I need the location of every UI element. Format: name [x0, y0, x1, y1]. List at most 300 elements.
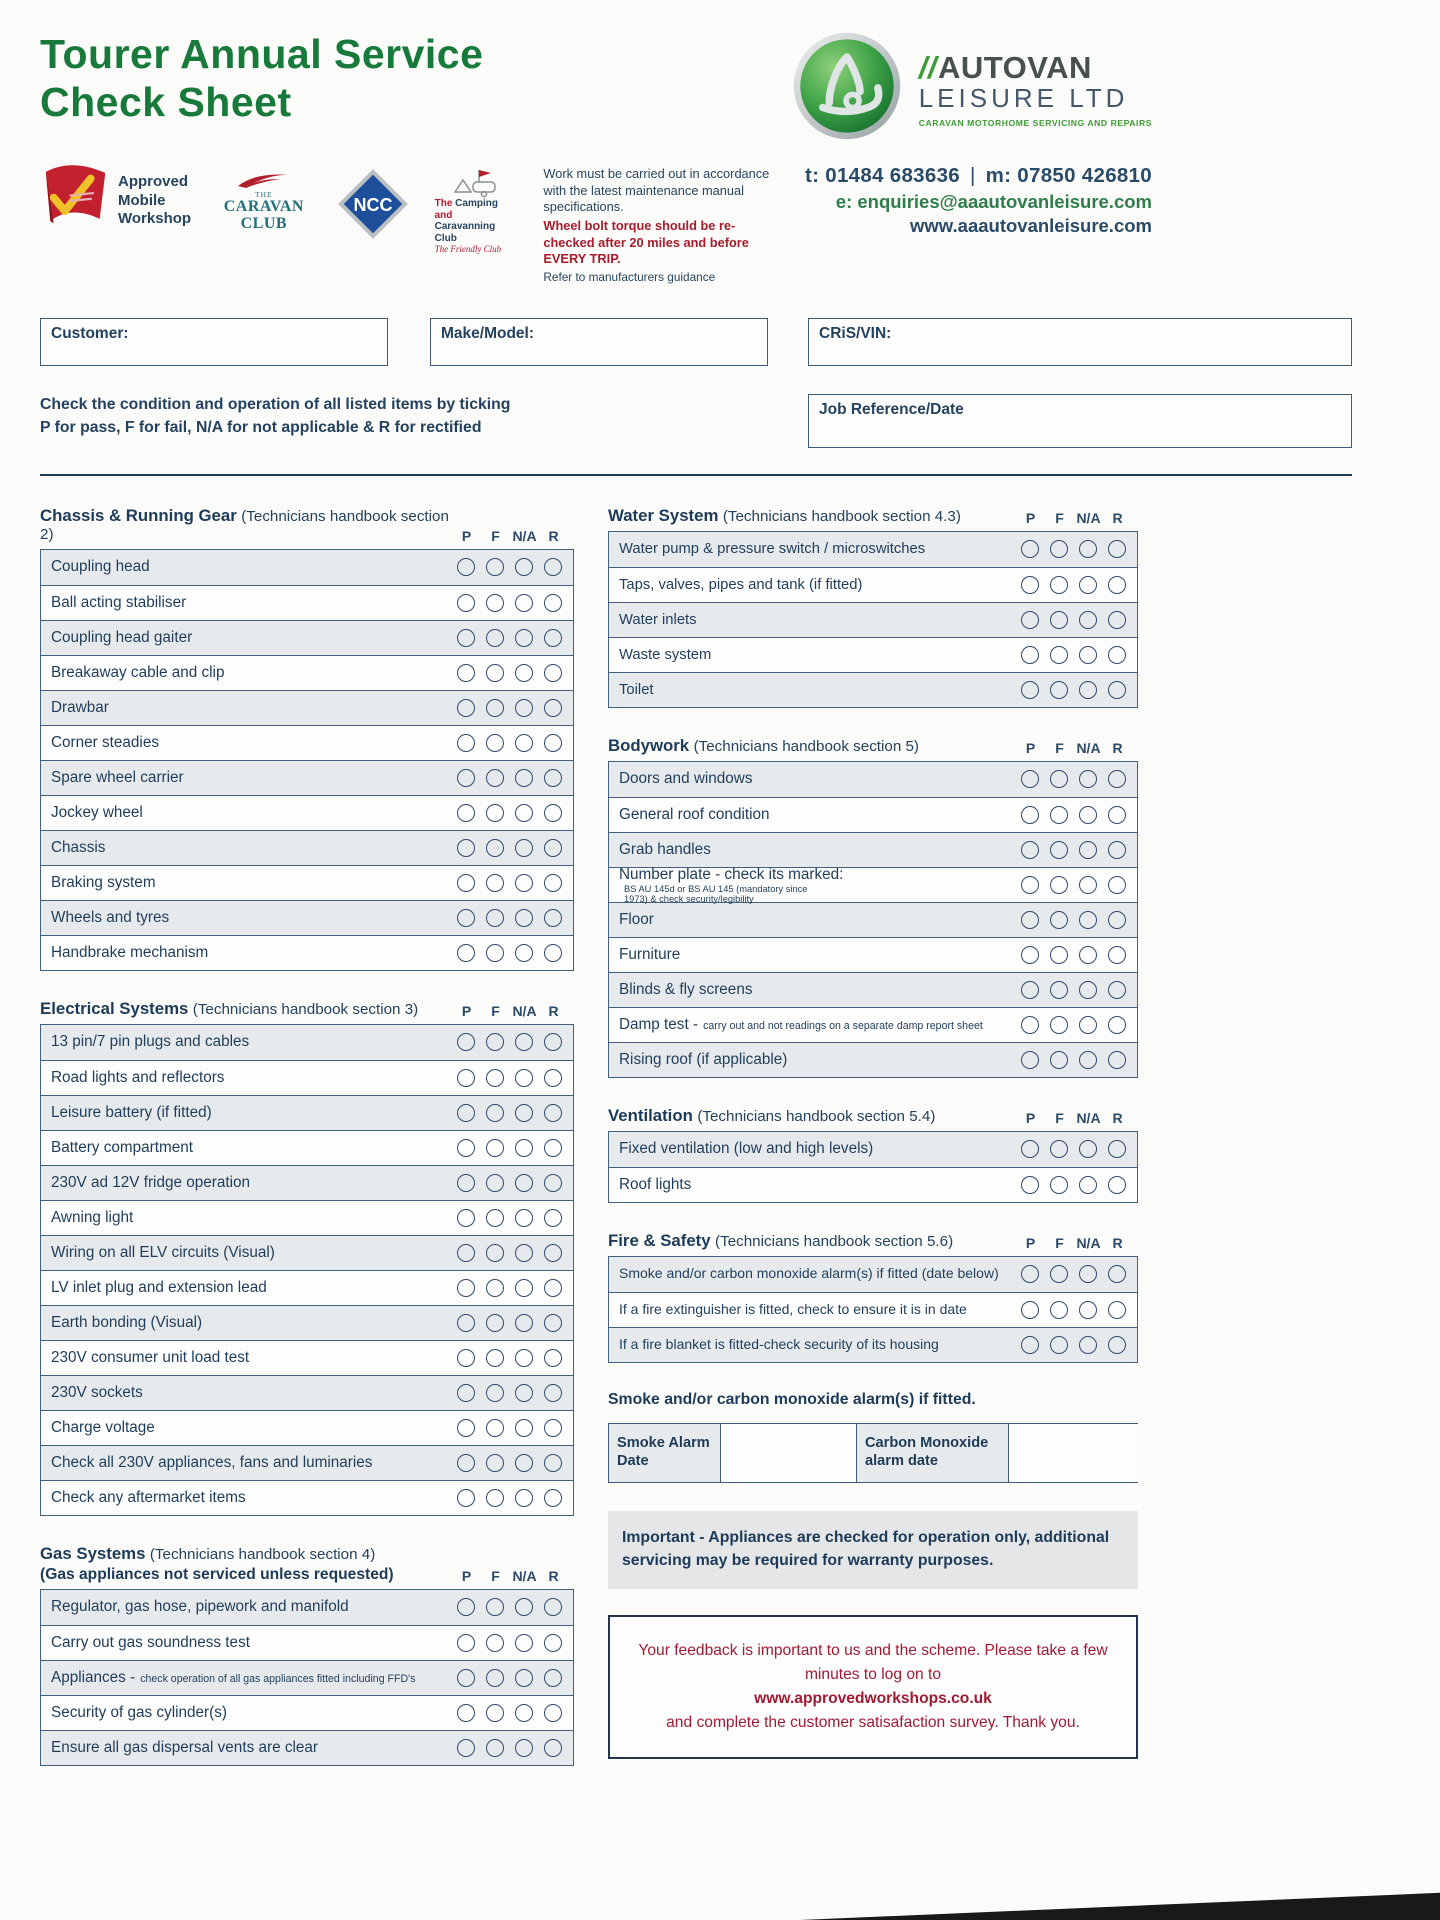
- check-circle-rectified[interactable]: [544, 1349, 562, 1367]
- check-circle-pass[interactable]: [457, 1489, 475, 1507]
- check-circle-fail[interactable]: [1050, 770, 1068, 788]
- check-circle-fail[interactable]: [486, 594, 504, 612]
- make-model-field[interactable]: Make/Model:: [430, 318, 768, 366]
- checklist-row: Regulator, gas hose, pipework and manifold: [41, 1590, 573, 1625]
- check-circle-pass[interactable]: [1021, 540, 1039, 558]
- feedback-box: Your feedback is important to us and the scheme. Please take a few minutes to log on to www.approvedworkshops.co.uk and complete the customer satisafaction survey. Thank you.: [608, 1615, 1138, 1760]
- checklist-row: Drawbar: [41, 690, 573, 725]
- checklist-row: Jockey wheel: [41, 795, 573, 830]
- check-circle-pass[interactable]: [457, 1704, 475, 1722]
- checklist-row: Charge voltage: [41, 1410, 573, 1445]
- svg-text:NCC: NCC: [353, 194, 393, 215]
- checklist-row: Awning light: [41, 1200, 573, 1235]
- check-circle-na[interactable]: [515, 1634, 533, 1652]
- check-circle-pass[interactable]: [457, 1244, 475, 1262]
- check-circle-pass[interactable]: [457, 769, 475, 787]
- check-circle-rectified[interactable]: [1108, 770, 1126, 788]
- check-circle-pass[interactable]: [1021, 576, 1039, 594]
- check-circle-na[interactable]: [515, 1598, 533, 1616]
- check-circle-fail[interactable]: [486, 1419, 504, 1437]
- check-circle-pass[interactable]: [1021, 1016, 1039, 1034]
- autovan-caravan-icon: [791, 30, 903, 142]
- phone-number: t: 01484 683636: [805, 164, 960, 187]
- check-circle-pass[interactable]: [457, 1669, 475, 1687]
- section-electrical-systems: Electrical Systems (Technicians handbook section 3) P F N/A R 13 pin/7 pin plugs and cables Road lights and reflectors Leisure battery (if fitted) Battery compartment 230V ad 12V fridge operation Awning light Wiring on all ELV circuits (Visual) LV inlet plug and extension lead Earth bonding (Visual) 230V consumer unit load test 230V sockets Charge voltage Check all 230V appliances, fans and luminaries Check any aftermarket items: [40, 999, 574, 1516]
- check-circle-na[interactable]: [515, 1489, 533, 1507]
- check-circle-na[interactable]: [515, 1033, 533, 1051]
- check-circle-na[interactable]: [515, 1314, 533, 1332]
- check-columns-header: P F N/A R: [461, 527, 559, 544]
- check-circle-rectified[interactable]: [544, 1489, 562, 1507]
- check-circle-rectified[interactable]: [1108, 1265, 1126, 1283]
- check-circle-na[interactable]: [515, 1139, 533, 1157]
- photo-edge-artifact: [800, 1886, 1440, 1920]
- smoke-alarm-date-label: Smoke Alarm Date: [609, 1424, 721, 1482]
- check-circle-fail[interactable]: [486, 629, 504, 647]
- check-circle-fail[interactable]: [486, 1598, 504, 1616]
- check-circle-fail[interactable]: [486, 1314, 504, 1332]
- check-circle-pass[interactable]: [1021, 1140, 1039, 1158]
- check-circle-na[interactable]: [1079, 681, 1097, 699]
- check-circle-na[interactable]: [515, 1279, 533, 1297]
- checklist-row: Wheels and tyres: [41, 900, 573, 935]
- check-circle-fail[interactable]: [486, 1244, 504, 1262]
- check-circle-pass[interactable]: [457, 1174, 475, 1192]
- check-circle-fail[interactable]: [486, 1349, 504, 1367]
- check-circle-pass[interactable]: [457, 1314, 475, 1332]
- check-circle-pass[interactable]: [1021, 1336, 1039, 1354]
- checklist-row: Furniture: [609, 937, 1137, 972]
- check-circle-rectified[interactable]: [544, 1174, 562, 1192]
- check-circle-rectified[interactable]: [544, 1384, 562, 1402]
- checklist-row: Check all 230V appliances, fans and luminaries: [41, 1445, 573, 1480]
- check-circle-rectified[interactable]: [544, 629, 562, 647]
- check-circle-pass[interactable]: [457, 874, 475, 892]
- check-circle-pass[interactable]: [457, 1634, 475, 1652]
- check-circle-rectified[interactable]: [1108, 911, 1126, 929]
- check-circle-rectified[interactable]: [544, 558, 562, 576]
- check-circle-rectified[interactable]: [1108, 1051, 1126, 1069]
- check-circle-fail[interactable]: [486, 1704, 504, 1722]
- check-circle-rectified[interactable]: [1108, 646, 1126, 664]
- smoke-alarm-date-input[interactable]: [721, 1424, 857, 1482]
- check-circle-fail[interactable]: [486, 1669, 504, 1687]
- checklist-row: Battery compartment: [41, 1130, 573, 1165]
- checklist-row: Doors and windows: [609, 762, 1137, 797]
- check-circle-rectified[interactable]: [1108, 806, 1126, 824]
- check-circle-rectified[interactable]: [544, 734, 562, 752]
- checklist-row: Fixed ventilation (low and high levels): [609, 1132, 1137, 1167]
- check-circle-rectified[interactable]: [544, 1033, 562, 1051]
- check-circle-fail[interactable]: [1050, 841, 1068, 859]
- check-circle-rectified[interactable]: [544, 1598, 562, 1616]
- company-logo: [791, 30, 1152, 142]
- check-circle-na[interactable]: [1079, 1265, 1097, 1283]
- caravan-club-badge: THE CARAVAN CLUB: [217, 164, 311, 233]
- checklist-row: LV inlet plug and extension lead: [41, 1270, 573, 1305]
- check-circle-pass[interactable]: [457, 804, 475, 822]
- check-circle-pass[interactable]: [1021, 1265, 1039, 1283]
- check-circle-na[interactable]: [515, 699, 533, 717]
- check-columns-header: P F N/A R: [1025, 509, 1123, 526]
- checklist-row: 230V ad 12V fridge operation: [41, 1165, 573, 1200]
- check-circle-pass[interactable]: [457, 734, 475, 752]
- check-circle-na[interactable]: [515, 1209, 533, 1227]
- checklist-row: Handbrake mechanism: [41, 935, 573, 970]
- check-circle-pass[interactable]: [457, 1069, 475, 1087]
- checklist-row: Roof lights: [609, 1167, 1137, 1202]
- check-circle-fail[interactable]: [486, 1279, 504, 1297]
- check-circle-rectified[interactable]: [544, 839, 562, 857]
- check-circle-pass[interactable]: [1021, 841, 1039, 859]
- check-circle-pass[interactable]: [457, 1033, 475, 1051]
- check-circle-fail[interactable]: [1050, 1140, 1068, 1158]
- check-circle-fail[interactable]: [486, 1634, 504, 1652]
- check-circle-na[interactable]: [515, 558, 533, 576]
- checklist-row: Floor: [609, 902, 1137, 937]
- check-circle-na[interactable]: [1079, 611, 1097, 629]
- check-circle-fail[interactable]: [486, 1174, 504, 1192]
- checklist-row: Rising roof (if applicable): [609, 1042, 1137, 1077]
- check-circle-na[interactable]: [515, 1454, 533, 1472]
- checklist-row: Water pump & pressure switch / microswitches: [609, 532, 1137, 567]
- check-circle-rectified[interactable]: [544, 874, 562, 892]
- check-circle-pass[interactable]: [1021, 1176, 1039, 1194]
- customer-field[interactable]: Customer:: [40, 318, 388, 366]
- check-circle-pass[interactable]: [457, 1209, 475, 1227]
- checklist: [40, 1024, 574, 1516]
- checklist-row: Taps, valves, pipes and tank (if fitted): [609, 567, 1137, 602]
- check-circle-fail[interactable]: [486, 558, 504, 576]
- check-circle-pass[interactable]: [457, 1598, 475, 1616]
- checklist-row: Spare wheel carrier: [41, 760, 573, 795]
- check-circle-pass[interactable]: [1021, 806, 1039, 824]
- check-circle-fail[interactable]: [1050, 911, 1068, 929]
- check-circle-pass[interactable]: [1021, 646, 1039, 664]
- check-circle-fail[interactable]: [1050, 806, 1068, 824]
- checklist: [608, 531, 1138, 708]
- checklist-row: General roof condition: [609, 797, 1137, 832]
- check-circle-rectified[interactable]: [544, 664, 562, 682]
- check-circle-fail[interactable]: [1050, 646, 1068, 664]
- check-circle-na[interactable]: [515, 1384, 533, 1402]
- check-circle-pass[interactable]: [1021, 911, 1039, 929]
- check-circle-fail[interactable]: [486, 1033, 504, 1051]
- check-circle-na[interactable]: [515, 594, 533, 612]
- check-circle-rectified[interactable]: [1108, 611, 1126, 629]
- check-circle-na[interactable]: [515, 1069, 533, 1087]
- check-circle-pass[interactable]: [1021, 981, 1039, 999]
- check-circle-fail[interactable]: [486, 664, 504, 682]
- check-circle-fail[interactable]: [1050, 681, 1068, 699]
- camping-club-icon: [449, 168, 503, 198]
- check-circle-pass[interactable]: [1021, 876, 1039, 894]
- check-circle-na[interactable]: [515, 629, 533, 647]
- check-circle-rectified[interactable]: [1108, 576, 1126, 594]
- check-circle-na[interactable]: [515, 1419, 533, 1437]
- check-circle-fail[interactable]: [1050, 611, 1068, 629]
- check-columns-header: P F N/A R: [461, 1002, 559, 1019]
- check-circle-fail[interactable]: [1050, 540, 1068, 558]
- check-circle-na[interactable]: [515, 1349, 533, 1367]
- checklist-row: If a fire blanket is fitted-check security of its housing: [609, 1327, 1137, 1362]
- check-circle-rectified[interactable]: [544, 1209, 562, 1227]
- ncc-badge: [337, 164, 409, 240]
- check-circle-fail[interactable]: [486, 874, 504, 892]
- check-circle-na[interactable]: [1079, 1301, 1097, 1319]
- camping-caravanning-club-badge: The Camping and Caravanning Club The Friendly Club: [435, 164, 518, 256]
- check-circle-na[interactable]: [1079, 1051, 1097, 1069]
- check-circle-na[interactable]: [1079, 576, 1097, 594]
- section-water-system: Water System (Technicians handbook section 4.3) P F N/A R Water pump & pressure switch / microswitches Taps, valves, pipes and tank (if fitted) Water inlets Waste system Toilet: [608, 506, 1138, 708]
- mobile-number: m: 07850 426810: [985, 164, 1152, 187]
- check-circle-rectified[interactable]: [544, 1454, 562, 1472]
- check-circle-fail[interactable]: [486, 699, 504, 717]
- check-circle-rectified[interactable]: [544, 594, 562, 612]
- check-circle-pass[interactable]: [1021, 611, 1039, 629]
- check-circle-na[interactable]: [515, 1669, 533, 1687]
- check-circle-fail[interactable]: [1050, 876, 1068, 894]
- check-circle-pass[interactable]: [457, 1104, 475, 1122]
- check-circle-fail[interactable]: [486, 1069, 504, 1087]
- maintenance-notice: Work must be carried out in accordance with the latest maintenance manual specifications. Wheel bolt torque should be re-checked after 20 miles and before EVERY TRIP. Refer to manufacturers guidance: [543, 164, 779, 284]
- section-fire-safety: Fire & Safety (Technicians handbook section 5.6) P F N/A R Smoke and/or carbon monoxide alarm(s) if fitted (date below) If a fire extinguisher is fitted, check to ensure it is in date If a fire blanket is fitted-check security of its housing: [608, 1231, 1138, 1363]
- check-columns-header: P F N/A R: [1025, 1234, 1123, 1251]
- check-circle-rectified[interactable]: [544, 1104, 562, 1122]
- check-circle-rectified[interactable]: [544, 1139, 562, 1157]
- check-circle-fail[interactable]: [1050, 1051, 1068, 1069]
- checklist-row: Damp test - carry out and not readings on a separate damp report sheet: [609, 1007, 1137, 1042]
- check-circle-rectified[interactable]: [1108, 1336, 1126, 1354]
- check-circle-pass[interactable]: [457, 1384, 475, 1402]
- check-circle-na[interactable]: [1079, 646, 1097, 664]
- check-circle-rectified[interactable]: [544, 769, 562, 787]
- checklist: [608, 761, 1138, 1078]
- checklist-row: Coupling head gaiter: [41, 620, 573, 655]
- check-circle-rectified[interactable]: [544, 1739, 562, 1757]
- checklist-row: Wiring on all ELV circuits (Visual): [41, 1235, 573, 1270]
- check-circle-rectified[interactable]: [1108, 1016, 1126, 1034]
- check-circle-fail[interactable]: [486, 944, 504, 962]
- check-circle-rectified[interactable]: [544, 699, 562, 717]
- checklist-row: Ensure all gas dispersal vents are clear: [41, 1730, 573, 1765]
- check-circle-fail[interactable]: [486, 1739, 504, 1757]
- check-circle-pass[interactable]: [1021, 946, 1039, 964]
- check-columns-header: P F N/A R: [1025, 1109, 1123, 1126]
- checklist-row: 230V sockets: [41, 1375, 573, 1410]
- check-circle-rectified[interactable]: [1108, 981, 1126, 999]
- check-circle-rectified[interactable]: [1108, 1140, 1126, 1158]
- check-circle-pass[interactable]: [1021, 1301, 1039, 1319]
- feedback-url: www.approvedworkshops.co.uk: [754, 1689, 992, 1707]
- check-circle-na[interactable]: [515, 804, 533, 822]
- checklist-row: Earth bonding (Visual): [41, 1305, 573, 1340]
- check-circle-fail[interactable]: [1050, 576, 1068, 594]
- checklist: [40, 1589, 574, 1766]
- check-circle-na[interactable]: [515, 664, 533, 682]
- checklist-row: Toilet: [609, 672, 1137, 707]
- check-circle-na[interactable]: [515, 1739, 533, 1757]
- check-circle-fail[interactable]: [1050, 946, 1068, 964]
- check-circle-rectified[interactable]: [544, 1244, 562, 1262]
- check-circle-fail[interactable]: [1050, 1016, 1068, 1034]
- check-circle-na[interactable]: [1079, 1336, 1097, 1354]
- check-circle-rectified[interactable]: [544, 1419, 562, 1437]
- check-circle-na[interactable]: [515, 1104, 533, 1122]
- checklist-row: Waste system: [609, 637, 1137, 672]
- checklist-row: 13 pin/7 pin plugs and cables: [41, 1025, 573, 1060]
- check-circle-na[interactable]: [515, 1244, 533, 1262]
- check-circle-pass[interactable]: [457, 629, 475, 647]
- checklist: [608, 1256, 1138, 1363]
- check-circle-na[interactable]: [515, 839, 533, 857]
- check-circle-na[interactable]: [1079, 1016, 1097, 1034]
- check-circle-rectified[interactable]: [1108, 841, 1126, 859]
- check-circle-na[interactable]: [1079, 1176, 1097, 1194]
- checklist-row: Security of gas cylinder(s): [41, 1695, 573, 1730]
- check-circle-na[interactable]: [515, 874, 533, 892]
- alarm-table-heading: Smoke and/or carbon monoxide alarm(s) if fitted.: [608, 1390, 976, 1408]
- checklist-row: Water inlets: [609, 602, 1137, 637]
- approved-mobile-workshop-badge: Approved Mobile Workshop: [40, 164, 191, 238]
- check-circle-rectified[interactable]: [544, 1669, 562, 1687]
- check-circle-rectified[interactable]: [544, 1314, 562, 1332]
- check-circle-pass[interactable]: [457, 839, 475, 857]
- checklist-row: Coupling head: [41, 550, 573, 585]
- check-circle-pass[interactable]: [457, 594, 475, 612]
- check-sheet: [40, 0, 1352, 1794]
- check-circle-fail[interactable]: [486, 1209, 504, 1227]
- check-circle-pass[interactable]: [457, 1739, 475, 1757]
- check-circle-fail[interactable]: [486, 1489, 504, 1507]
- checklist-row: Braking system: [41, 865, 573, 900]
- check-circle-rectified[interactable]: [544, 909, 562, 927]
- check-circle-rectified[interactable]: [544, 1634, 562, 1652]
- check-circle-na[interactable]: [1079, 806, 1097, 824]
- checklist: [608, 1131, 1138, 1203]
- check-circle-fail[interactable]: [1050, 1265, 1068, 1283]
- check-circle-fail[interactable]: [486, 1104, 504, 1122]
- check-circle-na[interactable]: [1079, 770, 1097, 788]
- checklist-row: Ball acting stabiliser: [41, 585, 573, 620]
- check-circle-fail[interactable]: [486, 1384, 504, 1402]
- ncc-diamond-icon: [337, 168, 409, 240]
- brand-name: //AUTOVAN: [918, 50, 1092, 86]
- check-circle-na[interactable]: [515, 944, 533, 962]
- check-circle-rectified[interactable]: [1108, 540, 1126, 558]
- section-gas-systems: Gas Systems (Technicians handbook section 4) (Gas appliances not serviced unless requested) P F N/A R Regulator, gas hose, pipework and manifold Carry out gas soundness test Appliances - check operation of all gas appliances fitted including FFD's Security of gas cylinder(s) Ensure all gas dispersal vents are clear: [40, 1544, 574, 1766]
- check-circle-fail[interactable]: [486, 839, 504, 857]
- co-alarm-date-label: Carbon Monoxide alarm date: [857, 1424, 1009, 1482]
- page-title: Tourer Annual Service Check Sheet: [40, 31, 484, 126]
- check-circle-rectified[interactable]: [544, 1704, 562, 1722]
- check-circle-fail[interactable]: [1050, 1176, 1068, 1194]
- job-reference-date-field[interactable]: Job Reference/Date: [808, 394, 1352, 448]
- email-address: e: enquiries@aaautovanleisure.com: [835, 191, 1152, 212]
- check-circle-pass[interactable]: [457, 664, 475, 682]
- check-circle-rectified[interactable]: [544, 804, 562, 822]
- check-circle-pass[interactable]: [457, 1139, 475, 1157]
- check-circle-na[interactable]: [515, 734, 533, 752]
- check-circle-na[interactable]: [1079, 1140, 1097, 1158]
- check-circle-pass[interactable]: [1021, 681, 1039, 699]
- co-alarm-date-input[interactable]: [1009, 1424, 1139, 1482]
- cris-vin-field[interactable]: CRiS/VIN:: [808, 318, 1352, 366]
- checklist-row: Carry out gas soundness test: [41, 1625, 573, 1660]
- check-circle-rectified[interactable]: [1108, 876, 1126, 894]
- check-circle-na[interactable]: [1079, 841, 1097, 859]
- check-circle-fail[interactable]: [486, 909, 504, 927]
- check-circle-na[interactable]: [1079, 911, 1097, 929]
- check-circle-pass[interactable]: [457, 944, 475, 962]
- approved-workshop-flag-icon: [40, 164, 110, 238]
- section-bodywork: Bodywork (Technicians handbook section 5) P F N/A R Doors and windows General roof condition Grab handles Number plate - check its marked:BS AU 145d or BS AU 145 (mandatory since 1973) & check security/legibility Floor Furniture Blinds & fly screens Damp test - carry out and not readings on a separate damp report sheet Rising roof (if applicable): [608, 736, 1138, 1078]
- section-chassis-running-gear: Chassis & Running Gear (Technicians handbook section 2) P F N/A R Coupling head Ball acting stabiliser Coupling head gaiter Breakaway cable and clip Drawbar Corner steadies Spare wheel carrier Jockey wheel Chassis Braking system Wheels and tyres Handbrake mechanism: [40, 506, 574, 971]
- check-circle-na[interactable]: [1079, 981, 1097, 999]
- check-circle-rectified[interactable]: [1108, 1301, 1126, 1319]
- check-circle-na[interactable]: [1079, 540, 1097, 558]
- check-circle-pass[interactable]: [457, 699, 475, 717]
- checklist: [40, 549, 574, 971]
- check-circle-pass[interactable]: [457, 1454, 475, 1472]
- check-circle-rectified[interactable]: [544, 1279, 562, 1297]
- checklist-row: Check any aftermarket items: [41, 1480, 573, 1515]
- brand-subname: LEISURE LTD: [918, 83, 1129, 114]
- check-circle-pass[interactable]: [457, 1419, 475, 1437]
- check-circle-fail[interactable]: [1050, 981, 1068, 999]
- check-circle-pass[interactable]: [457, 909, 475, 927]
- check-circle-na[interactable]: [515, 1704, 533, 1722]
- check-circle-rectified[interactable]: [1108, 681, 1126, 699]
- check-circle-na[interactable]: [515, 769, 533, 787]
- check-circle-pass[interactable]: [457, 1349, 475, 1367]
- wheel-bolt-warning: Wheel bolt torque should be re-checked after 20 miles and before EVERY TRIP.: [543, 217, 749, 267]
- check-circle-fail[interactable]: [1050, 1336, 1068, 1354]
- check-circle-rectified[interactable]: [544, 944, 562, 962]
- check-circle-fail[interactable]: [486, 734, 504, 752]
- alarm-date-table: [608, 1423, 1138, 1483]
- checklist-row: Road lights and reflectors: [41, 1060, 573, 1095]
- checklist-row: Leisure battery (if fitted): [41, 1095, 573, 1130]
- check-circle-pass[interactable]: [457, 1279, 475, 1297]
- check-circle-fail[interactable]: [486, 804, 504, 822]
- check-circle-rectified[interactable]: [1108, 946, 1126, 964]
- check-circle-na[interactable]: [515, 1174, 533, 1192]
- checklist-row: Blinds & fly screens: [609, 972, 1137, 1007]
- checklist-row: If a fire extinguisher is fitted, check to ensure it is in date: [609, 1292, 1137, 1327]
- check-columns-header: P F N/A R: [1025, 739, 1123, 756]
- check-circle-rectified[interactable]: [1108, 1176, 1126, 1194]
- check-circle-fail[interactable]: [486, 769, 504, 787]
- checklist-row: Number plate - check its marked:BS AU 145d or BS AU 145 (mandatory since 1973) & check security/legibility: [609, 867, 1137, 902]
- check-circle-na[interactable]: [1079, 946, 1097, 964]
- check-circle-pass[interactable]: [1021, 770, 1039, 788]
- important-note: Important - Appliances are checked for operation only, additional servicing may be required for warranty purposes.: [608, 1511, 1138, 1589]
- check-circle-fail[interactable]: [486, 1454, 504, 1472]
- check-circle-pass[interactable]: [1021, 1051, 1039, 1069]
- check-circle-na[interactable]: [1079, 876, 1097, 894]
- check-circle-na[interactable]: [515, 909, 533, 927]
- brand-tagline: CARAVAN MOTORHOME SERVICING AND REPAIRS: [918, 117, 1152, 128]
- check-circle-fail[interactable]: [1050, 1301, 1068, 1319]
- check-circle-pass[interactable]: [457, 558, 475, 576]
- check-columns-header: P F N/A R: [461, 1567, 559, 1584]
- check-circle-fail[interactable]: [486, 1139, 504, 1157]
- checklist-row: Corner steadies: [41, 725, 573, 760]
- checklist-row: Chassis: [41, 830, 573, 865]
- check-circle-rectified[interactable]: [544, 1069, 562, 1087]
- checklist-row: Grab handles: [609, 832, 1137, 867]
